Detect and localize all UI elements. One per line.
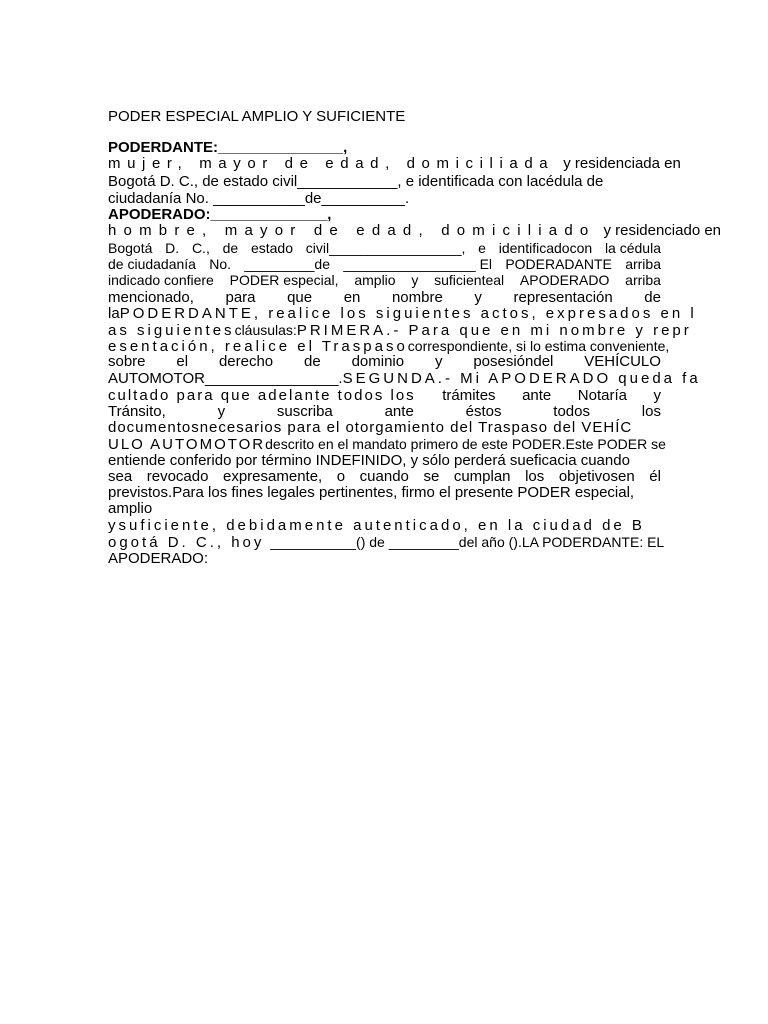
apoderado-heading-text: APODERADO:______________, — [108, 206, 332, 223]
line-10-word: indicado confiere — [108, 272, 214, 288]
line-11-word: para — [225, 289, 256, 306]
line-05-text: ciudadanía No. ___________de__________. — [108, 190, 410, 207]
line-18-word: todos — [553, 403, 590, 420]
line-15-word: sobre — [108, 353, 146, 370]
line-22-word: los — [525, 468, 545, 485]
line-08-word: D. — [165, 240, 180, 256]
line-09-word: PODERADANTE — [505, 256, 612, 272]
text-line-15 — [108, 353, 661, 371]
line-09-word: _________________ El — [343, 256, 493, 272]
text-line-03 — [108, 155, 681, 173]
line-14-spaced: esentación, realice el Traspaso — [108, 338, 408, 355]
line-19-text: documentosnecesarios para el otorgamiento del Traspaso del VEHÍC — [108, 419, 633, 436]
line-13-spaced-a: as siguientes — [108, 322, 235, 339]
line-11-word: nombre — [391, 289, 443, 306]
line-09-word: arriba — [625, 256, 661, 272]
line-09-word: _________de — [244, 256, 331, 272]
line-03-spaced: mujer, mayor de edad, domiciliada — [108, 155, 555, 172]
line-20-normal: descrito en el mandato primero de este PODER.Este PODER se — [265, 436, 666, 452]
line-17-word: Notaría — [577, 387, 627, 404]
line-12-spaced: PODERDANTE, realice los siguientes actos, expresados en l — [119, 305, 697, 322]
line-18-word: éstos — [465, 403, 502, 420]
text-line-07 — [108, 222, 722, 240]
line-10-word: amplio — [354, 272, 396, 288]
line-26-normal: ___________() de _________del año ().LA PODERDANTE: EL — [270, 534, 665, 550]
line-09-word: No. — [209, 256, 232, 272]
line-22-word: expresamente, — [223, 468, 323, 485]
title-text: PODER ESPECIAL AMPLIO Y SUFICIENTE — [108, 108, 406, 125]
line-15-word: VEHÍCULO — [584, 353, 661, 370]
line-10-word: PODER especial, — [229, 272, 339, 288]
line-22-word: revocado — [146, 468, 209, 485]
poderdante-heading-text: PODERDANTE:_______________, — [108, 139, 348, 156]
line-24-text: amplio — [108, 500, 153, 517]
line-15-word: de — [304, 353, 321, 370]
line-22-word: él — [649, 468, 661, 485]
line-16-normal: AUTOMOTOR________________. — [108, 370, 343, 387]
line-16-spaced: SEGUNDA.- Mi APODERADO queda fa — [342, 370, 701, 387]
document-title — [108, 108, 661, 126]
line-11-word: y — [474, 289, 482, 306]
line-22-word: cuando — [359, 468, 409, 485]
line-15-word: el — [176, 353, 189, 370]
text-line-20 — [108, 435, 666, 453]
line-23-text: previstos.Para los fines legales pertinentes, firmo el presente PODER especial, — [108, 484, 635, 501]
line-08-word: identificadocon — [498, 240, 593, 256]
line-15-word: y — [434, 353, 443, 370]
line-21-text: entiende conferido por término INDEFINIDO, y sólo perderá sueficacia cuando — [108, 452, 630, 469]
line-11-word: en — [343, 289, 361, 306]
line-08-word: C., — [191, 240, 210, 256]
line-07-spaced: hombre, mayor de edad, domiciliado — [108, 222, 596, 239]
line-11-word: de — [644, 289, 661, 306]
line-22-word: se — [423, 468, 440, 485]
line-18-word: suscriba — [276, 403, 333, 420]
line-11-word: mencionado, — [108, 289, 194, 306]
text-line-16 — [108, 370, 701, 388]
line-26-spaced: ogotá D. C., hoy — [108, 534, 265, 551]
line-13-normal: cláusulas: — [234, 322, 297, 338]
line-14-normal: correspondiente, si lo estima conveniente, — [407, 338, 670, 354]
line-08-word: la cédula — [604, 240, 661, 256]
line-15-word: derecho — [218, 353, 274, 370]
line-10-word: y — [411, 272, 419, 288]
line-03-normal: y residenciada en — [563, 155, 681, 172]
line-12-normal: la — [108, 305, 120, 322]
line-08-word: de — [222, 240, 239, 256]
line-17-word: trámites — [442, 387, 496, 404]
line-17-word: ante — [522, 387, 552, 404]
text-line-26 — [108, 533, 665, 551]
line-18-word: Tránsito, — [108, 403, 166, 420]
line-10-word: APODERADO — [519, 272, 610, 288]
line-18-word: ante — [384, 403, 414, 420]
line-18-word: y — [217, 403, 226, 420]
line-08-word: e — [478, 240, 486, 256]
line-04-text: Bogotá D. C., de estado civil____________, e identificada con lacédula de — [108, 173, 604, 190]
line-22-word: cumplan — [453, 468, 511, 485]
line-08-word: Bogotá — [108, 240, 153, 256]
line-11-word: representación — [513, 289, 613, 306]
line-13-spaced-b: PRIMERA.- Para que en mi nombre y repr — [296, 322, 692, 339]
line-15-word: dominio — [351, 353, 405, 370]
line-09-word: de ciudadanía — [108, 256, 196, 272]
line-08-word: civil_________________, — [305, 240, 466, 256]
line-17-spaced: cultado para que adelante todos los — [108, 387, 416, 404]
line-10-word: arriba — [625, 272, 661, 288]
text-line-10 — [108, 271, 661, 289]
line-22-word: sea — [108, 468, 133, 485]
line-15-word: posesióndel — [473, 353, 554, 370]
text-line-27 — [108, 550, 661, 568]
line-07-normal: y residenciado en — [603, 222, 722, 239]
line-08-word: estado — [250, 240, 294, 256]
line-25-text: ysuficiente, debidamente autenticado, en la ciudad de B — [108, 517, 645, 534]
line-18-word: los — [641, 403, 661, 420]
line-22-word: objetivosen — [558, 468, 635, 485]
line-10-word: suficienteal — [434, 272, 505, 288]
line-11-word: que — [287, 289, 313, 306]
line-22-word: o — [336, 468, 346, 485]
text-line-04 — [108, 173, 661, 191]
line-27-text: APODERADO: — [108, 550, 209, 567]
line-20-spaced: ULO AUTOMOTOR — [108, 436, 266, 453]
line-17-word: y — [653, 387, 661, 404]
text-line-24 — [108, 500, 661, 518]
